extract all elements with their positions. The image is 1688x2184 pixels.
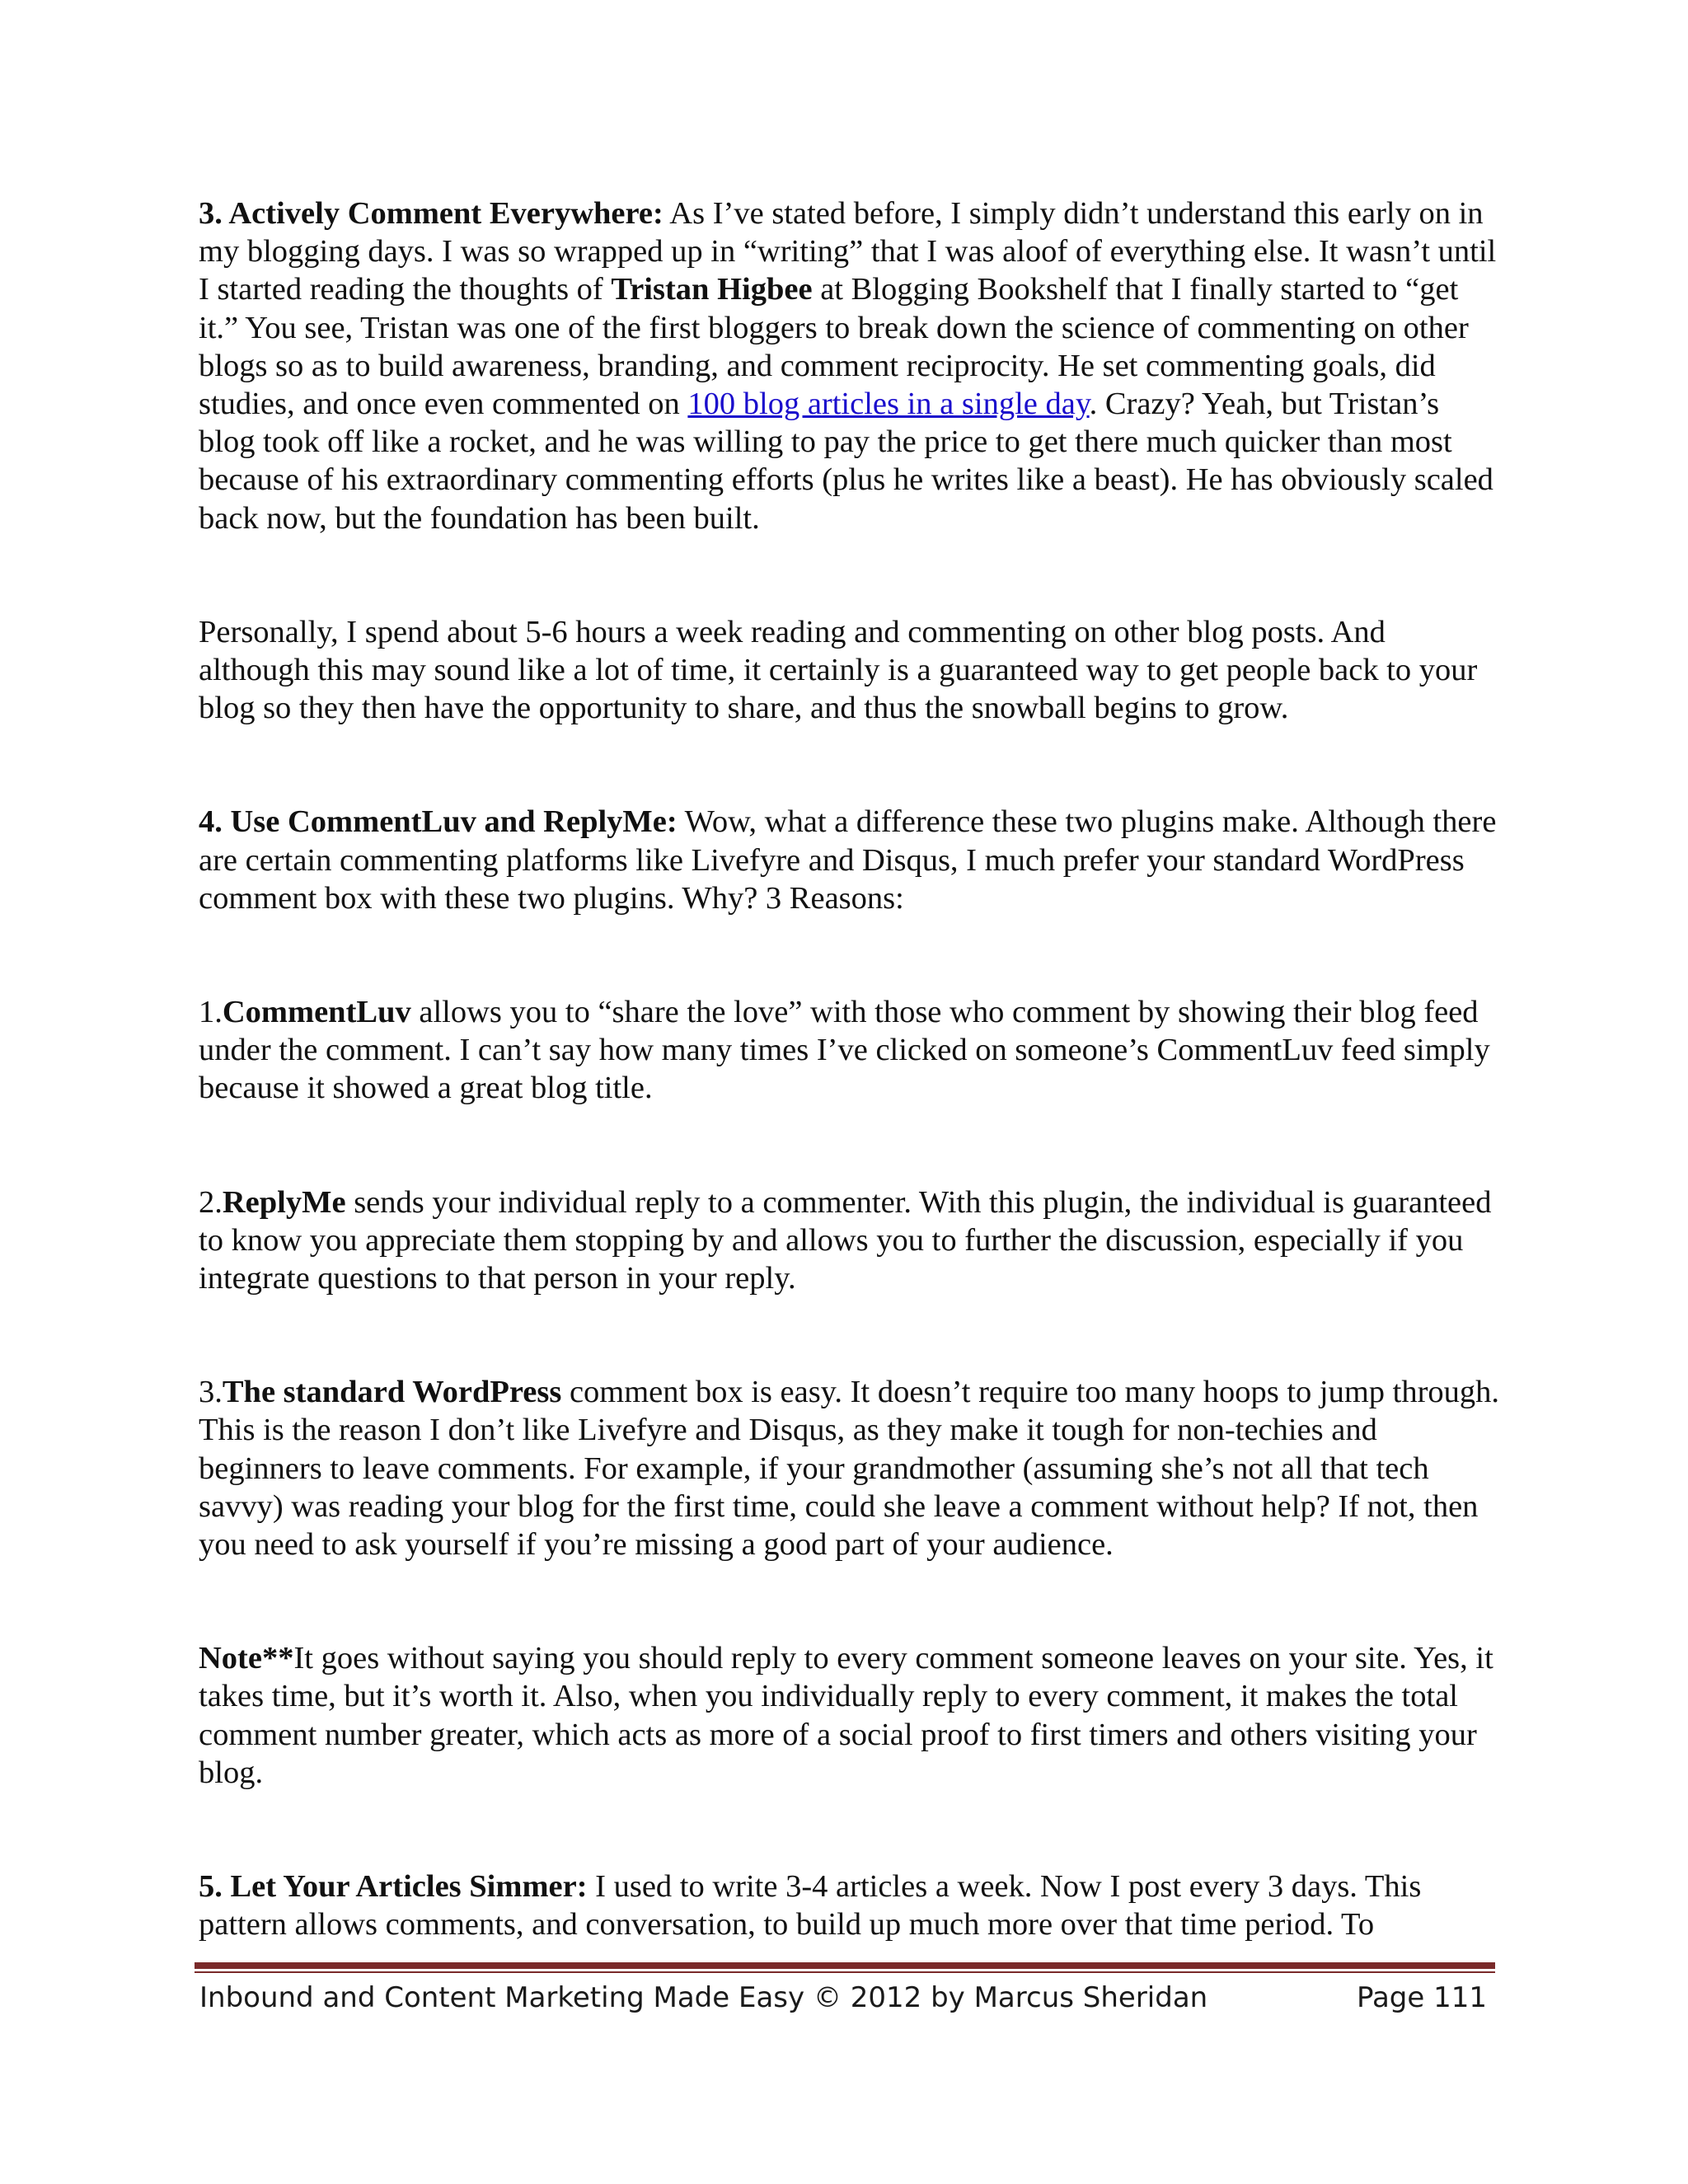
reason-replyme: [199, 1183, 1501, 1298]
reason-number: 2.: [199, 1184, 223, 1220]
paragraph-text: I used to write 3-4 articles a week. Now I post every 3 days. This pattern allows comments, and conversation, to build up much more over that time period. To: [199, 1869, 1422, 1943]
reason-number: 3.: [199, 1375, 223, 1410]
paragraph-text: at Blogging Bookshelf that I finally started to “get it.” You see, Tristan was one of the first bloggers to break down the science of commenting on other blogs so as to build awareness, branding, and comment reciprocity. He set commenting goals, did studies, and once even commented on: [199, 272, 1469, 422]
reason-standard-wordpress: [199, 1373, 1501, 1563]
page-body: [199, 194, 1501, 1944]
paragraph-actively-comment: [199, 194, 1501, 537]
reason-heading: ReplyMe: [222, 1184, 346, 1220]
paragraph-gap: [199, 917, 1501, 993]
paragraph-personally: [199, 613, 1501, 728]
reason-heading: The standard WordPress: [222, 1375, 562, 1410]
paragraph-gap: [199, 727, 1501, 803]
paragraph-gap: [199, 1297, 1501, 1373]
footer-rule: [195, 1962, 1495, 1969]
paragraph-text: allows you to “share the love” with those who comment by showing their blog feed under the comment. I can’t say how many times I’ve clicked on someone’s CommentLuv feed simply because it showed a great blog title.: [199, 995, 1490, 1106]
page-footer: [199, 1978, 1487, 2018]
paragraph-text: comment box is easy. It doesn’t require too many hoops to jump through. This is the reason I don’t like Livefyre and Disqus, as they make it tough for non-techies and beginners to leave comments. For example, if your grandmother (assuming she’s not all that tech savvy) was reading your blog for the first time, could she leave a comment without help? If not, then you need to ask yourself if you’re missing a good part of your audience.: [199, 1375, 1500, 1563]
paragraph-commentluv-replyme: [199, 803, 1501, 917]
paragraph-note: [199, 1639, 1501, 1792]
paragraph-text: Personally, I spend about 5-6 hours a week reading and commenting on other blog posts. And although this may sound like a lot of time, it certainly is a guaranteed way to get people back to your blog so they then have the opportunity to share, and thus the snowball begins to grow.: [199, 614, 1478, 726]
footer-rule-thin: [195, 1971, 1495, 1973]
paragraph-gap: [199, 537, 1501, 613]
paragraph-text: Wow, what a difference these two plugins make. Although there are certain commenting platforms like Livefyre and Disqus, I much prefer your standard WordPress comment box with these two plugins. Why? 3 Reasons:: [199, 804, 1497, 916]
footer-book-title: Inbound and Content Marketing Made Easy © 2012 by Marcus Sheridan: [199, 1981, 1208, 2014]
note-label: Note**: [199, 1641, 294, 1676]
paragraph-gap: [199, 1792, 1501, 1868]
section-heading: 3. Actively Comment Everywhere:: [199, 196, 663, 231]
paragraph-text: . Crazy? Yeah, but Tristan’s blog took off like a rocket, and he was willing to pay the price to get there much quicker than most because of his extraordinary commenting efforts (plus he writes like a beast). He has obviously scaled back now, but the foundation has been built.: [199, 387, 1493, 536]
paragraph-gap: [199, 1108, 1501, 1183]
paragraph-let-articles-simmer: [199, 1868, 1501, 1943]
paragraph-text: As I’ve stated before, I simply didn’t understand this early on in my blogging days. I was so wrapped up in “writing” that I was aloof of everything else. It wasn’t until I started reading the thoughts of: [199, 196, 1497, 307]
section-heading: 5. Let Your Articles Simmer:: [199, 1869, 588, 1905]
section-heading: 4. Use CommentLuv and ReplyMe:: [199, 804, 678, 840]
page-number: Page 111: [1356, 1981, 1487, 2014]
blog-articles-link[interactable]: 100 blog articles in a single day: [687, 387, 1090, 422]
paragraph-text: It goes without saying you should reply to every comment someone leaves on your site. Yes, it takes time, but it’s worth it. Also, when you individually reply to every comment, it makes the total comment number greater, which acts as more of a social proof to first timers and others visiting your blog.: [199, 1641, 1493, 1790]
paragraph-gap: [199, 1563, 1501, 1639]
reason-number: 1.: [199, 995, 223, 1030]
person-name: Tristan Higbee: [611, 272, 813, 307]
paragraph-text: sends your individual reply to a commenter. With this plugin, the individual is guaranteed to know you appreciate them stopping by and allows you to further the discussion, especially if you integrate questions to that person in your reply.: [199, 1184, 1492, 1296]
reason-commentluv: [199, 993, 1501, 1108]
reason-heading: CommentLuv: [222, 995, 411, 1030]
